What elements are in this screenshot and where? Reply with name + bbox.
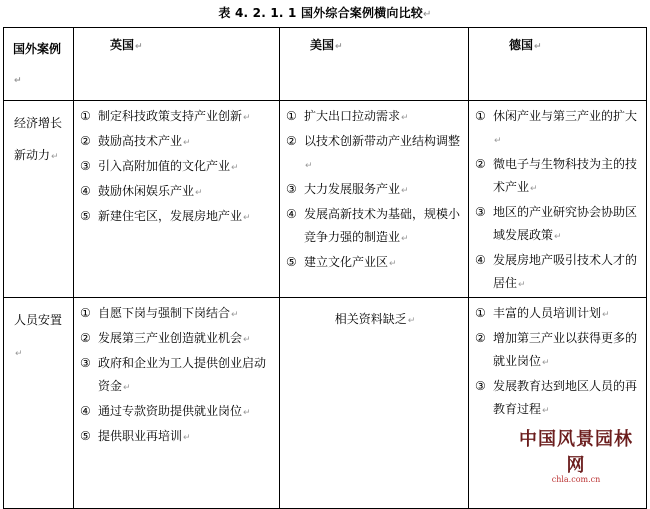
table-row-economy — [4, 101, 647, 298]
list-item — [475, 327, 642, 375]
item-text: 引入高附加值的文化产业 — [98, 159, 231, 173]
list-item — [80, 180, 275, 205]
item-number: ⑤ — [80, 209, 91, 223]
item-number: ③ — [286, 182, 297, 196]
return-mark: ↵ — [243, 113, 251, 123]
item-number: ② — [475, 157, 486, 171]
return-mark: ↵ — [530, 184, 538, 194]
item-number: ① — [475, 306, 486, 320]
item-text: 地区的产业研究协会协助区域发展政策 — [493, 205, 638, 242]
item-text: 大力发展服务产业 — [304, 182, 401, 196]
list-item — [80, 205, 275, 230]
list-item — [475, 375, 642, 423]
return-mark: ↵ — [518, 280, 526, 290]
item-text: 提供职业再培训 — [98, 429, 183, 443]
item-number: ① — [475, 109, 486, 123]
item-text: 休闲产业与第三产业的扩大 — [493, 109, 638, 123]
item-number: ③ — [80, 356, 91, 370]
item-number: ② — [286, 134, 297, 148]
watermark-url: chla.com.cn — [551, 475, 601, 484]
list-item — [80, 327, 275, 352]
item-number: ⑤ — [286, 255, 297, 269]
list-item — [80, 130, 275, 155]
caption-text: 表 4. 2. 1. 1 国外综合案例横向比较 — [218, 6, 423, 20]
item-text: 建立文化产业区 — [304, 255, 389, 269]
list-item — [286, 130, 464, 178]
return-mark: ↵ — [305, 161, 313, 171]
return-mark: ↵ — [602, 310, 610, 320]
list-item — [80, 155, 275, 180]
header-case: 国外案例↵ — [4, 28, 74, 101]
list-item — [286, 105, 464, 130]
return-mark: ↵ — [494, 136, 502, 146]
item-number: ④ — [80, 184, 91, 198]
return-mark: ↵ — [243, 213, 251, 223]
list-item — [80, 302, 275, 327]
item-text: 新建住宅区，发展房地产业 — [98, 209, 243, 223]
item-text: 发展教育达到地区人员的再教育过程 — [493, 379, 638, 416]
list-item — [286, 178, 464, 203]
item-number: ② — [80, 134, 91, 148]
item-number: ③ — [475, 379, 486, 393]
list-item — [80, 352, 275, 400]
list-item — [80, 400, 275, 425]
list-item — [475, 201, 642, 249]
header-de: 德国↵ — [469, 28, 647, 101]
item-number: ③ — [475, 205, 486, 219]
row-label-economy: 经济增长新动力↵ — [4, 101, 74, 298]
return-mark: ↵ — [389, 259, 397, 269]
item-text: 发展高新技术为基础，规模小竞争力强的制造业 — [304, 207, 461, 244]
item-text: 制定科技政策支持产业创新 — [98, 109, 243, 123]
return-mark: ↵ — [542, 406, 550, 416]
item-number: ② — [80, 331, 91, 345]
list-item — [475, 249, 642, 297]
item-text: 政府和企业为工人提供创业启动资金 — [98, 356, 267, 393]
header-uk: 英国↵ — [74, 28, 280, 101]
item-text: 自愿下岗与强制下岗结合 — [98, 306, 231, 320]
item-text: 鼓励高技术产业 — [98, 134, 183, 148]
cell-staffing-uk — [74, 298, 280, 509]
header-row — [4, 28, 647, 101]
item-number: ④ — [80, 404, 91, 418]
item-number: ① — [286, 109, 297, 123]
cell-economy-uk — [74, 101, 280, 298]
table-caption — [0, 4, 650, 21]
return-mark: ↵ — [183, 433, 191, 443]
list-item — [475, 302, 642, 327]
list-item — [475, 153, 642, 201]
list-item — [475, 105, 642, 153]
item-text: 发展房地产吸引技术人才的居住 — [493, 253, 638, 290]
return-mark: ↵ — [542, 358, 550, 368]
return-mark: ↵ — [554, 232, 562, 242]
return-mark: ↵ — [401, 186, 409, 196]
list-item — [286, 251, 464, 276]
item-number: ① — [80, 306, 91, 320]
item-text: 通过专款资助提供就业岗位 — [98, 404, 243, 418]
header-us: 美国↵ — [280, 28, 469, 101]
list-item — [80, 105, 275, 130]
item-number: ④ — [475, 253, 486, 267]
cell-staffing-us: 相关资料缺乏↵ — [280, 298, 469, 509]
return-mark: ↵ — [243, 335, 251, 345]
return-mark: ↵ — [401, 234, 409, 244]
return-mark: ↵ — [231, 310, 239, 320]
list-item — [286, 203, 464, 251]
item-text: 发展第三产业创造就业机会 — [98, 331, 243, 345]
item-number: ④ — [286, 207, 297, 221]
watermark-logo — [516, 425, 636, 484]
cell-economy-de — [469, 101, 647, 298]
item-number: ② — [475, 331, 486, 345]
item-text: 扩大出口拉动需求 — [304, 109, 401, 123]
watermark-title: 中国风景园林网 — [519, 429, 633, 476]
return-mark: ↵ — [243, 408, 251, 418]
cell-economy-us — [280, 101, 469, 298]
row-label-staffing: 人员安置↵ — [4, 298, 74, 509]
item-number: ③ — [80, 159, 91, 173]
return-mark: ↵ — [231, 163, 239, 173]
return-mark: ↵ — [422, 9, 432, 20]
item-number: ① — [80, 109, 91, 123]
return-mark: ↵ — [401, 113, 409, 123]
item-text: 以技术创新带动产业结构调整 — [304, 134, 461, 148]
item-text: 微电子与生物科技为主的技术产业 — [493, 157, 638, 194]
item-text: 增加第三产业以获得更多的就业岗位 — [493, 331, 638, 368]
item-text: 丰富的人员培训计划 — [493, 306, 602, 320]
return-mark: ↵ — [195, 188, 203, 198]
list-item — [80, 425, 275, 450]
return-mark: ↵ — [123, 383, 131, 393]
return-mark: ↵ — [183, 138, 191, 148]
item-number: ⑤ — [80, 429, 91, 443]
item-text: 鼓励休闲娱乐产业 — [98, 184, 195, 198]
